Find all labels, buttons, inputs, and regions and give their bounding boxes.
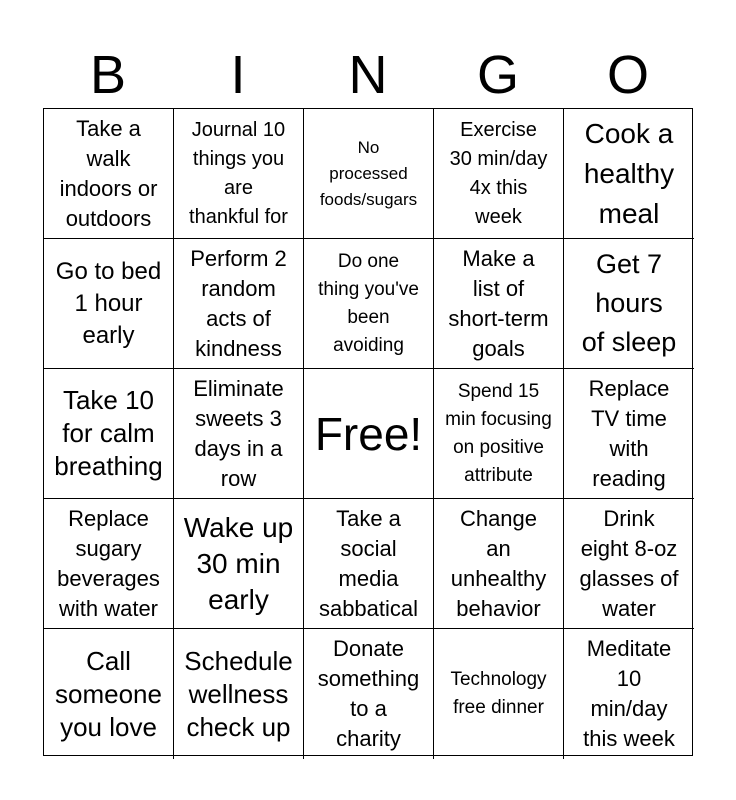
bingo-cell[interactable]: Replace TV time with reading [564,369,694,499]
bingo-cell[interactable]: Cook a healthy meal [564,109,694,239]
bingo-cell[interactable]: Take a walk indoors or outdoors [44,109,174,239]
bingo-cell[interactable]: Spend 15 min focusing on positive attribute [434,369,564,499]
header-letter-g: G [476,45,519,105]
header-letter-i: I [230,45,246,105]
bingo-cell[interactable]: Wake up 30 min early [174,499,304,629]
bingo-cell[interactable]: Exercise 30 min/day 4x this week [434,109,564,239]
bingo-cell[interactable]: Donate something to a charity [304,629,434,759]
bingo-cell[interactable]: Call someone you love [44,629,174,759]
bingo-cell[interactable]: Take a social media sabbatical [304,499,434,629]
bingo-cell[interactable]: Drink eight 8-oz glasses of water [564,499,694,629]
bingo-cell[interactable]: Do one thing you've been avoiding [304,239,434,369]
bingo-cell[interactable]: No processed foods/sugars [304,109,434,239]
bingo-cell[interactable]: Replace sugary beverages with water [44,499,174,629]
bingo-cell[interactable]: Schedule wellness check up [174,629,304,759]
bingo-cell[interactable]: Get 7 hours of sleep [564,239,694,369]
bingo-cell[interactable]: Journal 10 things you are thankful for [174,109,304,239]
bingo-cell[interactable]: Technology free dinner [434,629,564,759]
bingo-cell[interactable]: Eliminate sweets 3 days in a row [174,369,304,499]
bingo-cell[interactable]: Make a list of short-term goals [434,239,564,369]
bingo-cell[interactable]: Take 10 for calm breathing [44,369,174,499]
header-letter-n: N [348,45,388,105]
bingo-board [43,108,693,756]
bingo-cell[interactable]: Perform 2 random acts of kindness [174,239,304,369]
bingo-cell[interactable]: Change an unhealthy behavior [434,499,564,629]
bingo-cell[interactable]: Meditate 10 min/day this week [583,636,675,751]
header-letter-o: O [606,45,649,105]
bingo-header [43,44,693,106]
free-space-cell[interactable]: Free! [304,369,434,499]
header-letter-b: B [89,45,127,105]
bingo-cell[interactable]: Go to bed 1 hour early [44,239,174,369]
